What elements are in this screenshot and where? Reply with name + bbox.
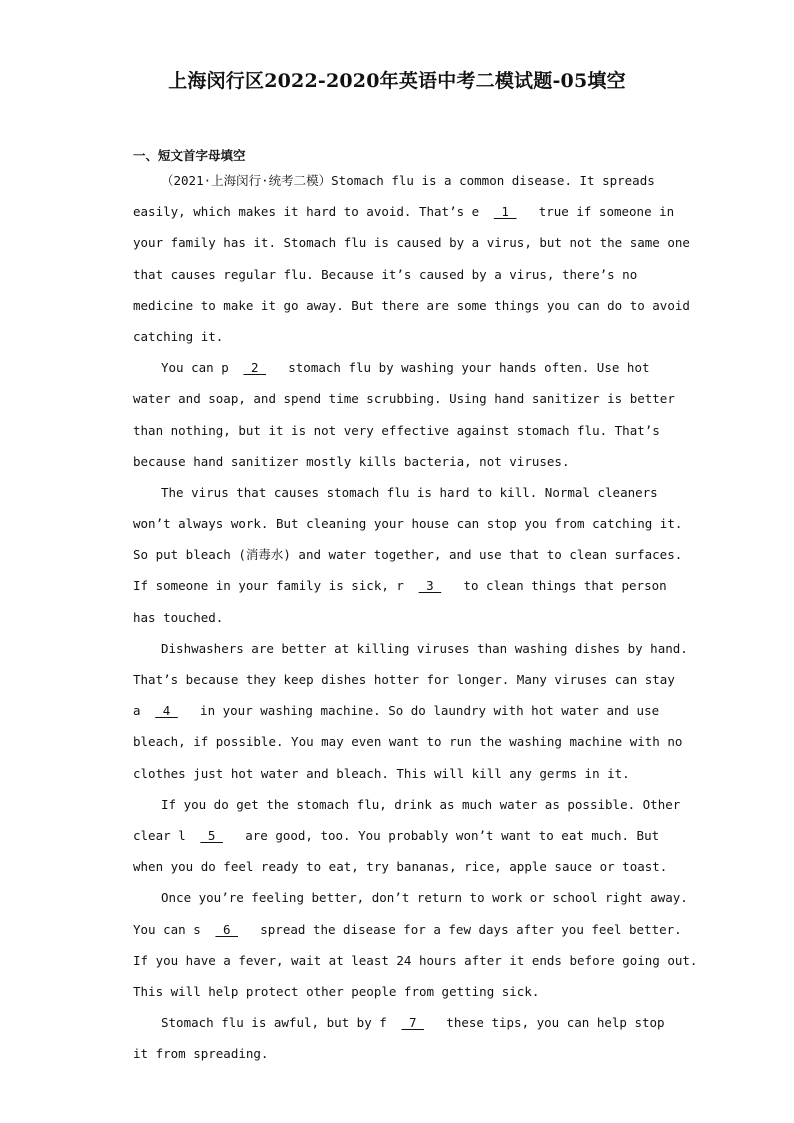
line-text: You can p [161, 360, 229, 376]
page-title: 上海闵行区2022-2020年英语中考二模试题-05填空 [168, 70, 626, 92]
passage-line [133, 477, 678, 508]
passage-line [133, 976, 678, 1007]
line-text: Dishwashers are better at killing viruses than washing dishes by hand. [161, 640, 688, 656]
passage-line [133, 882, 688, 913]
passage-line [133, 321, 678, 352]
passage-line [133, 914, 682, 945]
line-text: your family has it. Stomach flu is caused by a virus, but not the same one [133, 235, 690, 251]
line-text-after-blank: in your washing machine. So do laundry with hot water and use [192, 703, 660, 719]
passage-line [133, 602, 678, 633]
answer-blank-7: 7 [401, 1015, 425, 1031]
passage-line [133, 383, 678, 414]
passage-line [133, 758, 678, 789]
passage-line [133, 539, 683, 570]
line-text: Once you’re feeling better, don’t return to work or school right away. [161, 890, 688, 906]
line-text: when you do feel ready to eat, try bananas, rice, apple sauce or toast. [133, 859, 668, 875]
line-text: because hand sanitizer mostly kills bacteria, not viruses. [133, 453, 570, 469]
passage-line [133, 664, 678, 695]
passage-line [133, 227, 690, 258]
line-text: clothes just hot water and bleach. This will kill any germs in it. [133, 765, 630, 781]
section-heading: 一、短文首字母填空 [133, 148, 246, 163]
answer-blank-5: 5 [200, 827, 223, 843]
line-text: （2021·上海闵行·统考二模）Stomach flu is a common disease. It spreads [161, 173, 655, 188]
passage-line [133, 259, 678, 290]
passage-line [133, 508, 683, 539]
answer-blank-6: 6 [215, 921, 239, 937]
line-text: catching it. [133, 328, 224, 344]
line-text: Stomach flu is awful, but by f [161, 1015, 387, 1031]
passage-line [133, 415, 678, 446]
line-text-after-blank: spread the disease for a few days after you feel better. [252, 921, 682, 937]
line-text-after-blank: are good, too. You probably won’t want to eat much. But [237, 827, 660, 843]
line-text: water and soap, and spend time scrubbing. Using hand sanitizer is better [133, 391, 675, 407]
passage-line [133, 789, 681, 820]
line-text: won’t always work. But cleaning your house can stop you from catching it. [133, 516, 683, 532]
line-text: If you do get the stomach flu, drink as much water as possible. Other [161, 796, 681, 812]
passage-body [133, 165, 698, 1069]
line-text: that causes regular flu. Because it’s caused by a virus, there’s no [133, 266, 638, 282]
line-text: If someone in your family is sick, r [133, 578, 404, 594]
line-text: easily, which makes it hard to avoid. That’s e [133, 204, 480, 220]
line-text: This will help protect other people from getting sick. [133, 983, 540, 999]
passage-line [133, 695, 678, 726]
line-text-after-blank: true if someone in [531, 204, 675, 220]
line-text-after-blank: to clean things that person [455, 578, 667, 594]
line-text: If you have a fever, wait at least 24 hours after it ends before going out. [133, 952, 698, 968]
answer-blank-4: 4 [155, 703, 178, 719]
line-text: a [133, 703, 141, 719]
answer-blank-3: 3 [418, 578, 442, 594]
line-text-after-blank: these tips, you can help stop [438, 1015, 665, 1031]
passage-line [133, 633, 688, 664]
passage-line [133, 851, 678, 882]
line-text: than nothing, but it is not very effective against stomach flu. That’s [133, 422, 660, 438]
passage-line [133, 290, 690, 321]
passage-line [133, 1038, 678, 1069]
line-text: medicine to make it go away. But there are some things you can do to avoid [133, 297, 690, 313]
line-text: clear l [133, 827, 186, 843]
passage-line [133, 570, 678, 601]
line-text: bleach, if possible. You may even want to run the washing machine with no [133, 734, 683, 750]
line-text: You can s [133, 921, 201, 937]
passage-line [133, 352, 678, 383]
passage-line [133, 196, 678, 227]
passage-line [133, 165, 678, 196]
line-text-after-blank: stomach flu by washing your hands often. Use hot [280, 360, 650, 376]
answer-blank-2: 2 [243, 360, 267, 376]
line-text: The virus that causes stomach flu is hard to kill. Normal cleaners [161, 484, 658, 500]
passage-line [133, 446, 678, 477]
line-text: That’s because they keep dishes hotter for longer. Many viruses can stay [133, 672, 675, 687]
line-text: So put bleach (消毒水) and water together, and use that to clean surfaces. [133, 547, 683, 563]
passage-line [133, 726, 683, 757]
passage-line [133, 1007, 678, 1038]
line-text: has touched. [133, 609, 224, 625]
passage-line [133, 820, 678, 851]
answer-blank-1: 1 [493, 204, 517, 220]
line-text: it from spreading. [133, 1046, 269, 1062]
passage-line [133, 945, 698, 976]
